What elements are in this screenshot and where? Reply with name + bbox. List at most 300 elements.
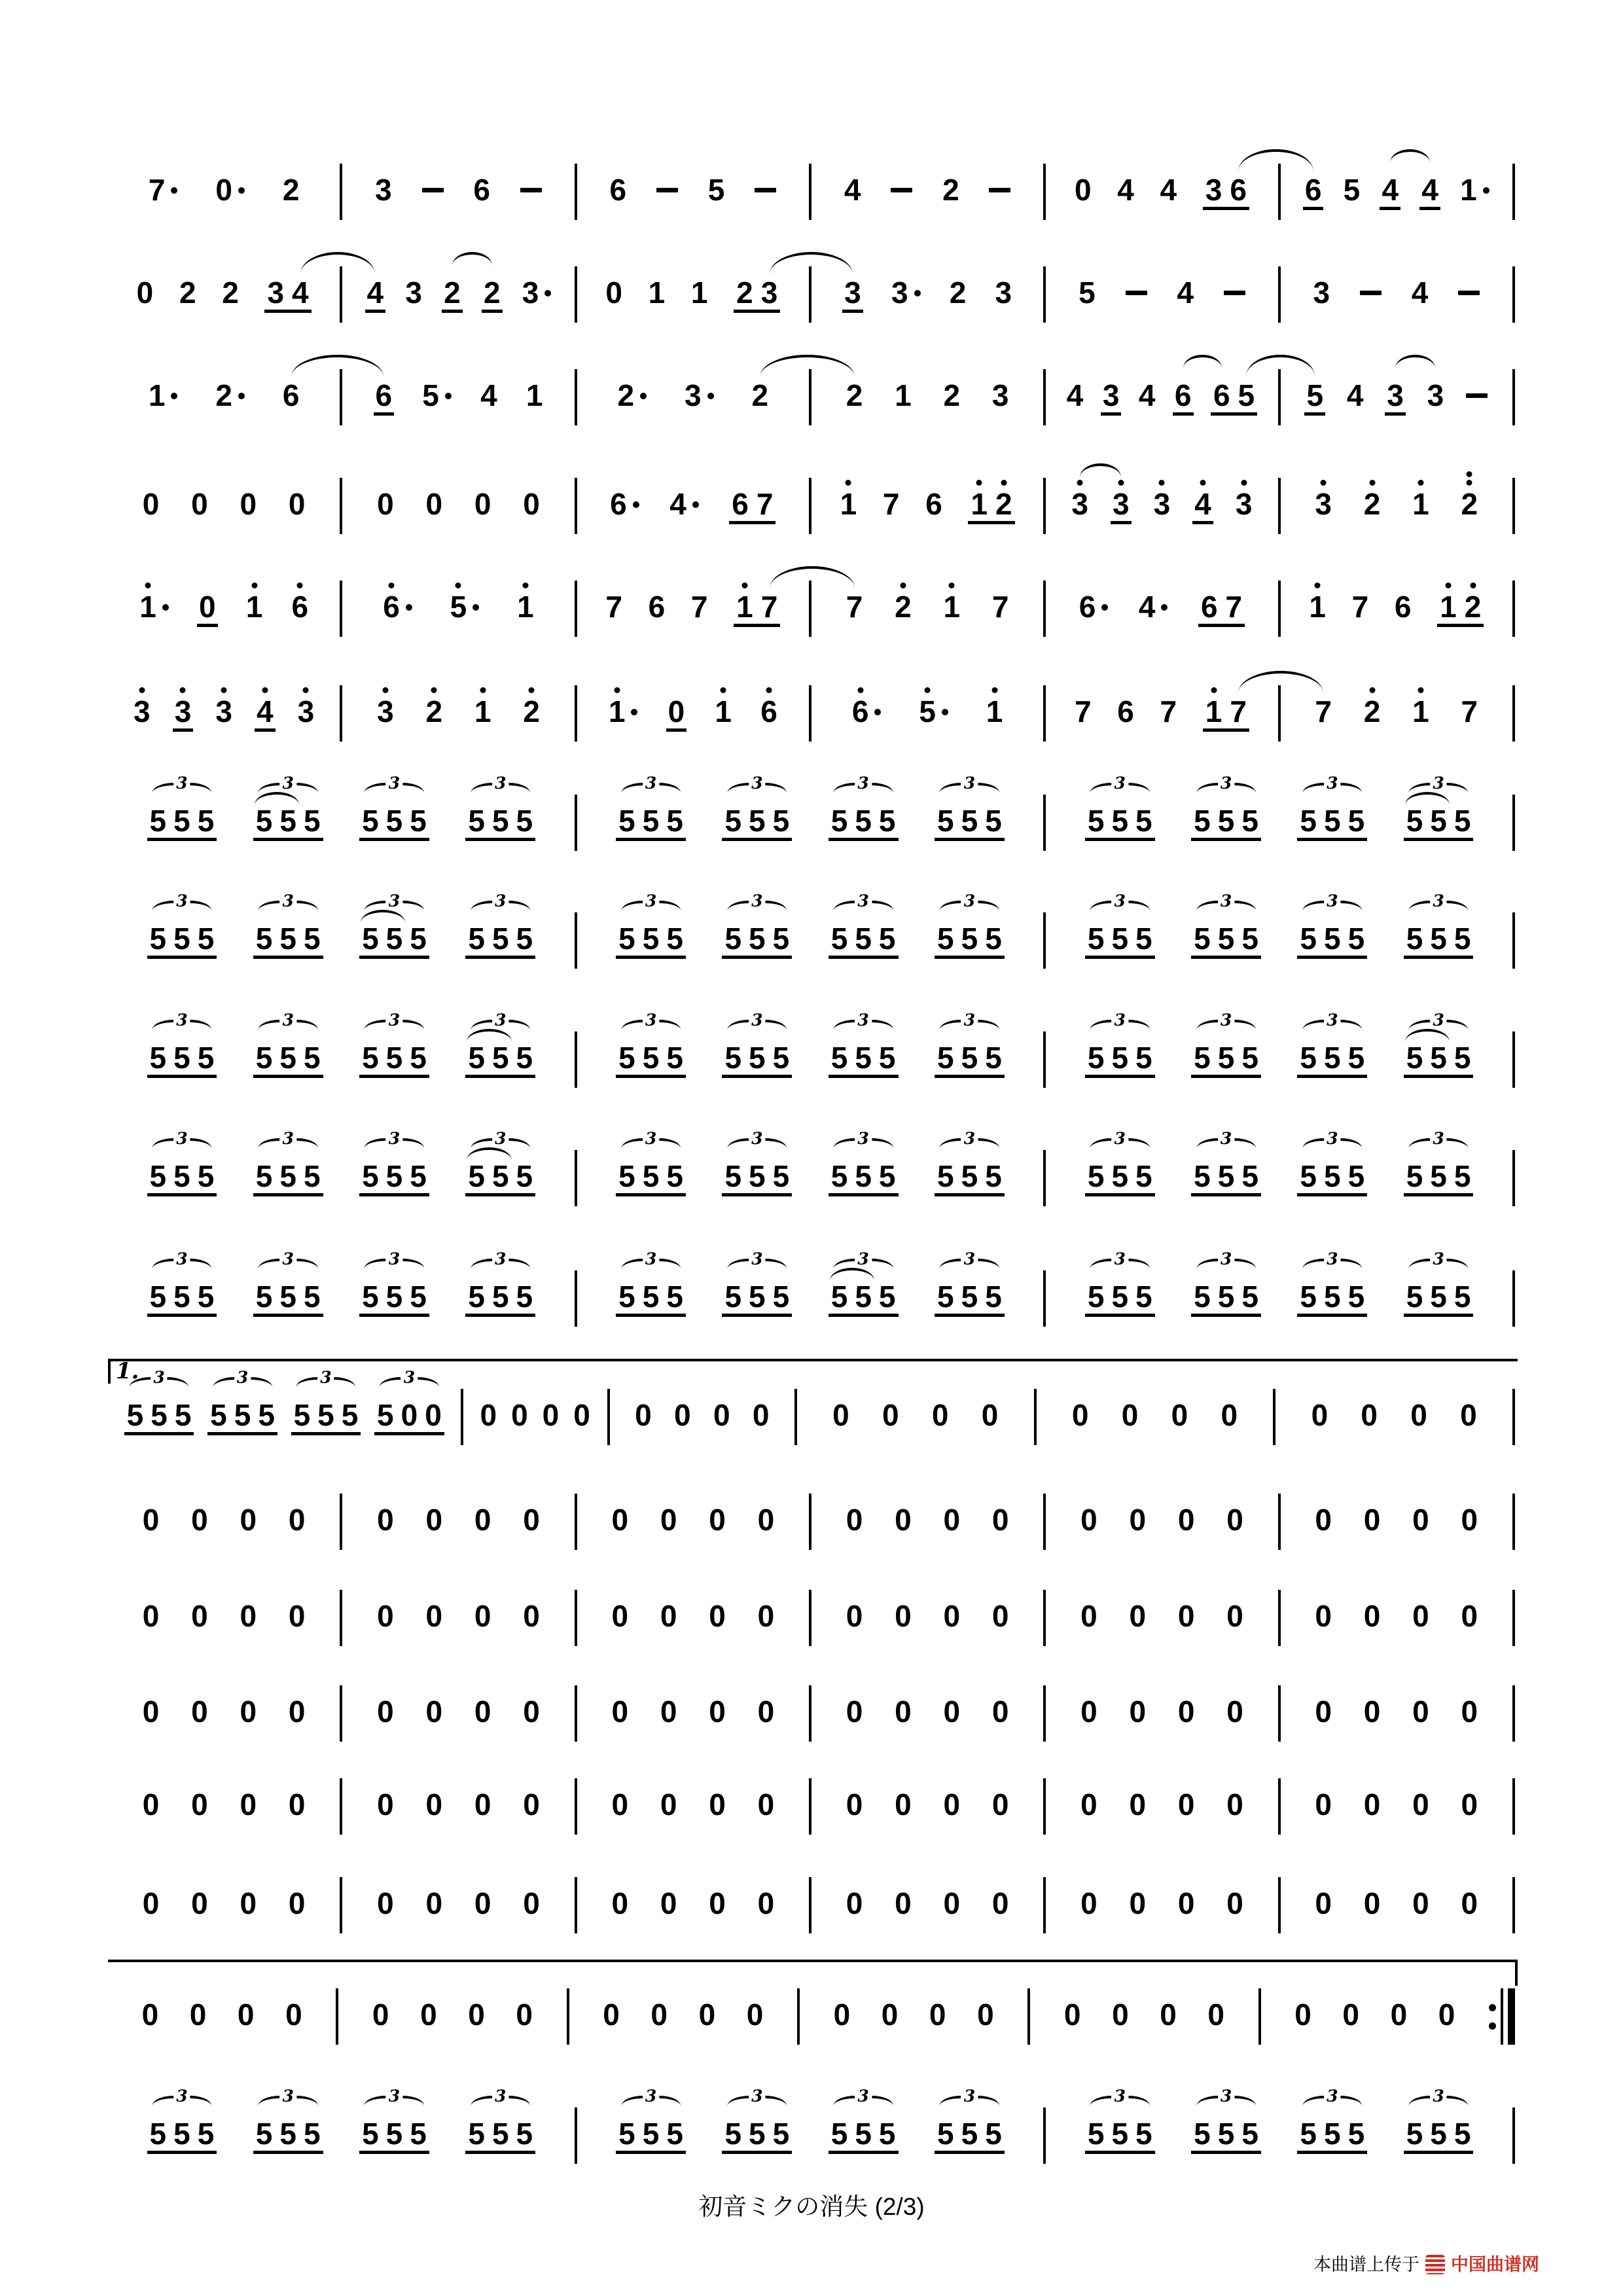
note-0 <box>1363 1503 1381 1537</box>
triplet-group <box>616 891 686 959</box>
note-stack <box>605 590 622 624</box>
tuplet-bracket <box>258 2089 317 2109</box>
note-number: 5 <box>749 2117 766 2151</box>
note-number: 5 <box>1194 1041 1211 1075</box>
note-number: 0 <box>542 1398 560 1432</box>
note-stack <box>760 590 778 624</box>
tuplet-number: 3 <box>495 2087 507 2106</box>
note-stack <box>297 694 315 728</box>
augmentation-dot <box>238 393 245 399</box>
beam-group <box>829 806 899 841</box>
note-number: 5 <box>303 2117 321 2151</box>
tuplet-arc-right <box>766 2096 787 2109</box>
tuplet-arc-left <box>258 1138 279 1151</box>
note-number: 5 <box>1406 804 1423 838</box>
note-0 <box>977 1998 994 2032</box>
note-number: 5 <box>666 2117 683 2151</box>
note-stack <box>240 1599 257 1633</box>
beam-group <box>1203 694 1249 732</box>
triplet-group <box>722 774 792 841</box>
triplet-group <box>1297 774 1367 841</box>
measure <box>108 694 340 732</box>
beam-group <box>935 806 1005 841</box>
note-number: 0 <box>425 487 443 521</box>
note-number: 0 <box>377 1695 394 1729</box>
note-0 <box>1177 1787 1195 1821</box>
note-number: 0 <box>1080 1695 1097 1729</box>
note-number: 4 <box>1411 276 1429 310</box>
barline <box>1512 1150 1515 1206</box>
triplet-group <box>359 2087 429 2154</box>
note-stack <box>1304 378 1325 416</box>
watermark <box>1313 2255 1539 2274</box>
measure <box>577 173 809 207</box>
rest-measure <box>342 1695 574 1729</box>
watermark-prefix: 本曲谱上传于 <box>1313 2255 1419 2274</box>
rest-measure <box>610 1398 794 1432</box>
note-stack <box>736 590 753 624</box>
triplet-group <box>829 2087 899 2154</box>
triplet-group <box>1297 1129 1367 1196</box>
note-number: 0 <box>1363 1503 1381 1537</box>
triplet-group <box>359 1129 429 1196</box>
note-1 <box>139 590 169 624</box>
note-number: 0 <box>189 1998 207 2032</box>
beam-group <box>359 1043 429 1078</box>
note-number: 6 <box>1213 378 1230 412</box>
note-stack <box>943 1503 961 1537</box>
tuplet-arc-left <box>365 1020 386 1033</box>
note-number: 0 <box>1412 1599 1429 1633</box>
note-stack <box>605 276 622 310</box>
note-0 <box>1177 1503 1195 1537</box>
note-0 <box>288 1787 306 1821</box>
note-0 <box>660 1787 677 1821</box>
note-number: 3 <box>377 694 394 728</box>
note-number: 5 <box>173 804 190 838</box>
note-stack <box>1460 173 1477 207</box>
beam-group <box>935 1043 1005 1078</box>
note-number: 5 <box>1238 378 1255 412</box>
tuplet-bracket <box>258 1249 317 1272</box>
measure <box>342 694 574 728</box>
note-stack <box>1226 1886 1243 1920</box>
note-number: 5 <box>618 1041 635 1075</box>
tuplet-bracket <box>727 1013 787 1033</box>
note-number: 0 <box>1177 1695 1195 1729</box>
note-stack <box>746 1998 764 2032</box>
tuplet-bracket <box>940 891 999 914</box>
note-3 <box>685 378 714 412</box>
rest-measure <box>569 1998 797 2032</box>
note-number: 0 <box>377 1503 394 1537</box>
note-stack <box>846 1695 863 1729</box>
note-stack <box>1101 378 1122 416</box>
octave-dot <box>900 583 906 588</box>
note-0 <box>991 1886 1009 1920</box>
note-number: 5 <box>1135 1280 1152 1314</box>
tuplet-arc-left <box>1196 1259 1218 1272</box>
note-number: 5 <box>961 804 978 838</box>
note-0 <box>1315 1787 1332 1821</box>
note-0 <box>991 1695 1009 1729</box>
note-number: 0 <box>846 1503 863 1537</box>
note-6 <box>473 173 490 207</box>
note-number: 5 <box>666 804 683 838</box>
tuplet-arc-right <box>190 1259 212 1272</box>
note-number: 5 <box>173 2117 190 2151</box>
note-number: 0 <box>752 1398 770 1432</box>
beam-group <box>291 1398 361 1435</box>
note-number: 5 <box>642 922 660 956</box>
note-number: 5 <box>303 1159 321 1193</box>
tuplet-number: 3 <box>176 2087 188 2106</box>
rest-measure <box>108 1503 340 1537</box>
note-stack <box>751 378 769 412</box>
note-stack <box>611 1503 629 1537</box>
note-number: 0 <box>1177 1886 1195 1920</box>
octave-dot <box>145 583 151 588</box>
tuplet-arc-left <box>833 783 855 796</box>
note-0 <box>833 1998 851 2032</box>
note-0 <box>882 1398 899 1432</box>
measure <box>812 487 1043 524</box>
note-0 <box>1363 1695 1381 1729</box>
augmentation-dot <box>640 393 647 399</box>
note-number: 5 <box>1300 804 1317 838</box>
note-stack <box>365 278 386 313</box>
note-2 <box>846 378 863 412</box>
note-number: 0 <box>991 1787 1009 1821</box>
note-number: 5 <box>255 2117 273 2151</box>
note-0 <box>425 1599 443 1633</box>
note-number: 5 <box>618 922 635 956</box>
measure <box>812 278 1043 313</box>
note-number: 0 <box>1226 1599 1243 1633</box>
tuplet-arc-right <box>508 901 530 914</box>
tie-slur-arc <box>1238 671 1323 693</box>
measure <box>342 487 574 521</box>
note-1 <box>1412 487 1429 521</box>
note-1 <box>840 487 857 521</box>
note-0 <box>660 1503 677 1537</box>
note-stack <box>523 487 540 521</box>
note-number: 5 <box>666 1280 683 1314</box>
octave-dot <box>1241 480 1247 486</box>
note-1 <box>690 276 708 310</box>
note-number: 3 <box>760 276 778 310</box>
tuplet-number: 3 <box>1220 2087 1232 2106</box>
rest-measure <box>797 1398 1034 1432</box>
note-stack <box>377 1695 394 1729</box>
triplet-group <box>1404 1011 1474 1078</box>
note-number: 2 <box>617 378 635 412</box>
tuplet-bracket <box>1302 2089 1362 2109</box>
tuplet-arc-left <box>365 1138 386 1151</box>
note-stack <box>611 1695 629 1729</box>
note-number: 0 <box>468 1998 485 2032</box>
note-0 <box>846 1695 863 1729</box>
note-stack <box>1138 378 1156 412</box>
beam-group <box>616 1043 686 1078</box>
note-number: 5 <box>1241 1280 1258 1314</box>
tie-slur-arc <box>452 252 492 266</box>
note-2 <box>942 173 959 207</box>
tuplet-arc-left <box>1408 1138 1430 1151</box>
note-0 <box>1226 1787 1243 1821</box>
rest-measure <box>812 1599 1043 1633</box>
tuplet-bracket <box>727 776 787 796</box>
tuplet-arc-right <box>872 1259 893 1272</box>
note-number: 0 <box>1311 1398 1329 1432</box>
beam-group <box>253 806 323 841</box>
note-number: 3 <box>991 378 1009 412</box>
tuplet-arc-right <box>1341 2096 1363 2109</box>
note-number: 5 <box>516 804 533 838</box>
tuplet-number: 3 <box>645 1129 657 1148</box>
tie-slur-arc <box>1183 355 1222 368</box>
note-number: 3 <box>1102 378 1120 412</box>
note-number: 5 <box>491 1159 509 1193</box>
note-stack <box>1129 1503 1147 1537</box>
note-number: 7 <box>991 590 1009 624</box>
triplet-measure <box>577 1129 1044 1196</box>
rest-measure <box>1030 1998 1258 2032</box>
note-number: 5 <box>197 1159 215 1193</box>
note-stack <box>377 487 394 521</box>
note-number: 0 <box>1160 1998 1177 2032</box>
note-number: 6 <box>1394 590 1412 624</box>
tuplet-arc-right <box>1341 1020 1363 1033</box>
note-stack <box>895 378 912 412</box>
note-number: 5 <box>749 804 766 838</box>
octave-dot <box>1369 687 1375 693</box>
beam-group <box>359 1282 429 1317</box>
note-0 <box>377 487 394 521</box>
note-number: 5 <box>878 1280 896 1314</box>
triplet-group <box>616 1011 686 1078</box>
tuplet-arc-left <box>1302 783 1324 796</box>
note-stack <box>757 1886 775 1920</box>
note-number: 0 <box>895 1886 912 1920</box>
rest-measure <box>108 1998 336 2032</box>
tuplet-arc-right <box>402 901 424 914</box>
beam-group <box>147 806 217 841</box>
note-0 <box>1080 1599 1097 1633</box>
note-stack <box>1171 1398 1188 1432</box>
tuplet-bracket <box>1302 1013 1362 1033</box>
note-stack <box>142 1599 160 1633</box>
note-number: 2 <box>846 378 863 412</box>
rest-measure <box>1261 1998 1489 2032</box>
tie-slur-arc <box>770 252 853 274</box>
note-number: 7 <box>1230 694 1247 728</box>
note-number: 7 <box>1351 590 1369 624</box>
tuplet-arc-left <box>1302 1020 1324 1033</box>
note-stack <box>610 487 627 521</box>
note-0 <box>191 1503 208 1537</box>
triplet-measure <box>108 891 575 959</box>
note-number: 2 <box>895 590 912 624</box>
note-0 <box>1171 1398 1188 1432</box>
note-number: 5 <box>724 804 742 838</box>
triplet-group <box>829 1129 899 1196</box>
triplet-group <box>935 1129 1005 1196</box>
note-stack <box>288 1886 306 1920</box>
note-0 <box>611 1787 629 1821</box>
beam-group <box>359 806 429 841</box>
note-stack <box>609 173 627 207</box>
note-0 <box>285 1998 302 2032</box>
note-stack <box>1177 1599 1195 1633</box>
note-number: 5 <box>1241 2117 1258 2151</box>
rest-measure <box>1046 1886 1277 1920</box>
note-0 <box>142 1599 160 1633</box>
note-0 <box>1063 1998 1081 2032</box>
note-stack <box>425 1599 443 1633</box>
note-6 <box>282 378 300 412</box>
beam-group <box>1203 175 1249 210</box>
tuplet-arc-right <box>872 901 893 914</box>
note-number: 4 <box>480 378 497 412</box>
note-number: 0 <box>237 1998 255 2032</box>
beam-group <box>1085 924 1155 959</box>
octave-dot <box>297 583 303 588</box>
note-0 <box>1315 1599 1332 1633</box>
dash-duration <box>1466 393 1488 398</box>
note-number: 0 <box>846 1787 863 1821</box>
note-number: 0 <box>377 1787 394 1821</box>
note-number: 5 <box>749 1280 766 1314</box>
beam-group <box>465 806 535 841</box>
note-number: 5 <box>1406 922 1423 956</box>
note-number: 1 <box>715 694 732 728</box>
note-stack <box>1207 1998 1224 2032</box>
note-number: 5 <box>362 1159 379 1193</box>
note-0 <box>752 1398 770 1432</box>
tuplet-arc-right <box>872 1020 893 1033</box>
rest-measure <box>577 1886 809 1920</box>
note-number: 5 <box>362 1041 379 1075</box>
tuplet-bracket <box>1302 776 1362 796</box>
tuplet-number: 3 <box>1114 2087 1126 2106</box>
note-stack <box>832 1398 849 1432</box>
tie-slur-arc <box>1238 149 1313 171</box>
beam-group <box>264 278 311 313</box>
note-stack <box>1363 1599 1381 1633</box>
beam-group <box>616 1282 686 1317</box>
tuplet-number: 3 <box>495 774 507 793</box>
note-number: 5 <box>255 1159 273 1193</box>
note-0 <box>425 487 443 521</box>
note-number: 5 <box>1406 1159 1423 1193</box>
note-number: 5 <box>377 1398 394 1432</box>
tuplet-number: 3 <box>751 1129 763 1148</box>
note-0 <box>523 1886 540 1920</box>
note-stack <box>1410 1398 1427 1432</box>
note-0 <box>468 1998 485 2032</box>
note-number: 0 <box>943 1695 961 1729</box>
note-stack <box>660 1886 677 1920</box>
tie-slur-arc <box>1390 149 1430 163</box>
rest-measure <box>1281 1695 1512 1729</box>
note-stack <box>191 1886 208 1920</box>
note-stack <box>1117 173 1134 207</box>
note-number: 0 <box>425 1503 443 1537</box>
beam-group <box>1297 2119 1367 2154</box>
note-number: 5 <box>1454 1041 1471 1075</box>
notation-line-13 <box>108 1505 1515 1550</box>
beam-group <box>1404 924 1474 959</box>
note-stack <box>1177 1695 1195 1729</box>
note-stack <box>709 1599 726 1633</box>
note-0 <box>757 1886 775 1920</box>
barline <box>1512 2108 1515 2164</box>
note-number: 4 <box>292 276 309 310</box>
augmentation-dot <box>445 393 452 399</box>
tuplet-arc-right <box>402 783 424 796</box>
note-number: 5 <box>422 378 439 412</box>
tuplet-number: 3 <box>176 891 188 910</box>
triplet-group <box>253 1249 323 1317</box>
note-stack <box>1063 1998 1081 2032</box>
note-stack <box>617 378 635 412</box>
note-3 <box>1071 487 1088 521</box>
note-1 <box>474 694 491 728</box>
tuplet-arc-right <box>190 901 212 914</box>
note-number: 2 <box>949 276 967 310</box>
dash-duration <box>656 188 678 192</box>
note-0 <box>215 173 245 207</box>
tuplet-arc-right <box>872 783 893 796</box>
tuplet-arc-left <box>152 783 173 796</box>
note-stack <box>1160 173 1177 207</box>
note-number: 5 <box>772 1280 790 1314</box>
note-number: 0 <box>425 1599 443 1633</box>
beam-group <box>207 1398 277 1435</box>
note-number: 0 <box>474 1886 491 1920</box>
triplet-group <box>1404 2087 1474 2154</box>
note-number: 0 <box>425 1398 442 1432</box>
tuplet-arc-left <box>621 2096 643 2109</box>
tuplet-arc-left <box>471 901 492 914</box>
octave-dot <box>529 687 535 693</box>
note-0 <box>698 1998 716 2032</box>
note-number: 5 <box>772 922 790 956</box>
note-number: 5 <box>878 804 896 838</box>
note-stack <box>1461 487 1478 521</box>
triplet-group <box>722 2087 792 2154</box>
note-3 <box>760 276 778 310</box>
note-stack <box>977 1998 994 2032</box>
note-number: 6 <box>732 487 749 521</box>
note-stack <box>660 1695 677 1729</box>
note-stack <box>1177 1787 1195 1821</box>
note-stack <box>288 487 306 521</box>
note-number: 5 <box>1300 922 1317 956</box>
triplet-measure <box>1046 2087 1512 2154</box>
note-number: 5 <box>1324 922 1341 956</box>
note-0 <box>757 1599 775 1633</box>
note-stack <box>1412 1599 1429 1633</box>
note-stack <box>1461 1695 1478 1729</box>
note-number: 0 <box>709 1695 726 1729</box>
note-3 <box>215 694 232 728</box>
note-stack <box>1205 694 1222 728</box>
note-stack <box>425 1886 443 1920</box>
note-stack <box>1080 1695 1097 1729</box>
tuplet-arc-left <box>471 1259 492 1272</box>
